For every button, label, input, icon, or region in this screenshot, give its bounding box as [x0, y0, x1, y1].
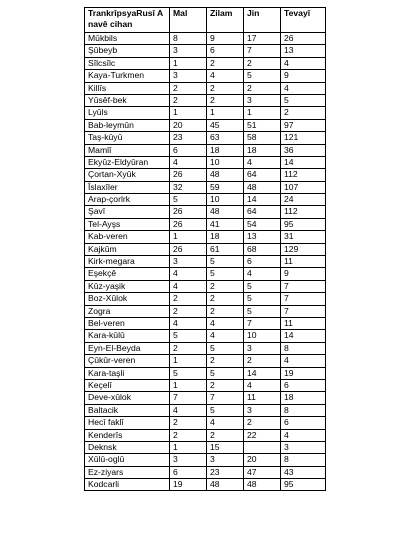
cell-households: 2 — [170, 94, 207, 106]
cell-women: 48 — [244, 181, 281, 193]
cell-total: 14 — [281, 330, 326, 342]
cell-women: 5 — [244, 293, 281, 305]
cell-place-name: Kenderîs — [85, 429, 170, 441]
cell-place-name: Baltacik — [85, 404, 170, 416]
cell-place-name: Arap-çorlrk — [85, 194, 170, 206]
cell-men: 4 — [207, 330, 244, 342]
cell-households: 19 — [170, 479, 207, 491]
cell-place-name: Boz-Xûlok — [85, 293, 170, 305]
cell-total: 8 — [281, 342, 326, 354]
cell-total: 36 — [281, 144, 326, 156]
cell-place-name: Şûbeyb — [85, 45, 170, 57]
cell-total: 6 — [281, 417, 326, 429]
header-women: Jin — [244, 8, 281, 33]
cell-women: 58 — [244, 132, 281, 144]
table-row — [85, 256, 326, 268]
cell-place-name: Kirk-megara — [85, 256, 170, 268]
cell-women: 13 — [244, 231, 281, 243]
cell-women: 48 — [244, 479, 281, 491]
cell-men: 18 — [207, 231, 244, 243]
cell-households: 3 — [170, 70, 207, 82]
table-row — [85, 194, 326, 206]
cell-households: 2 — [170, 82, 207, 94]
cell-women: 3 — [244, 94, 281, 106]
cell-place-name: Lyûls — [85, 107, 170, 119]
table-row — [85, 466, 326, 478]
table-row — [85, 305, 326, 317]
cell-men: 1 — [207, 107, 244, 119]
cell-households: 5 — [170, 367, 207, 379]
cell-men: 45 — [207, 119, 244, 131]
cell-total: 4 — [281, 57, 326, 69]
cell-place-name: Îslaxîler — [85, 181, 170, 193]
cell-total: 19 — [281, 367, 326, 379]
cell-households: 3 — [170, 454, 207, 466]
table-row — [85, 367, 326, 379]
cell-men: 48 — [207, 479, 244, 491]
cell-total: 112 — [281, 169, 326, 181]
table-header-row — [85, 8, 326, 33]
cell-place-name: Killîs — [85, 82, 170, 94]
cell-households: 6 — [170, 466, 207, 478]
settlement-population-table — [84, 7, 326, 491]
cell-men: 18 — [207, 144, 244, 156]
cell-men: 5 — [207, 268, 244, 280]
table-row — [85, 206, 326, 218]
cell-households: 5 — [170, 194, 207, 206]
cell-households: 23 — [170, 132, 207, 144]
cell-men: 41 — [207, 218, 244, 230]
cell-place-name: Kajkûm — [85, 243, 170, 255]
cell-women: 7 — [244, 317, 281, 329]
cell-men: 3 — [207, 454, 244, 466]
header-place-name: TrankrîpsyaRusî A navê cihan — [85, 8, 170, 33]
table-row — [85, 417, 326, 429]
cell-households: 1 — [170, 379, 207, 391]
cell-place-name: Kab-veren — [85, 231, 170, 243]
cell-women: 47 — [244, 466, 281, 478]
table-row — [85, 441, 326, 453]
cell-households: 5 — [170, 330, 207, 342]
cell-total: 107 — [281, 181, 326, 193]
cell-total: 3 — [281, 441, 326, 453]
table-row — [85, 404, 326, 416]
cell-men: 63 — [207, 132, 244, 144]
table-row — [85, 144, 326, 156]
cell-total: 31 — [281, 231, 326, 243]
cell-total: 24 — [281, 194, 326, 206]
cell-place-name: Eşekçê — [85, 268, 170, 280]
cell-place-name: Çortan-Xyûk — [85, 169, 170, 181]
table-row — [85, 355, 326, 367]
cell-households: 26 — [170, 206, 207, 218]
table-row — [85, 94, 326, 106]
cell-total: 14 — [281, 156, 326, 168]
cell-place-name: Kodcarli — [85, 479, 170, 491]
cell-women: 3 — [244, 342, 281, 354]
cell-men: 2 — [207, 94, 244, 106]
cell-households: 1 — [170, 355, 207, 367]
table-row — [85, 169, 326, 181]
cell-households: 4 — [170, 268, 207, 280]
cell-women: 6 — [244, 256, 281, 268]
table-row — [85, 82, 326, 94]
cell-place-name: Bab-leymûn — [85, 119, 170, 131]
cell-men: 4 — [207, 317, 244, 329]
cell-households: 8 — [170, 33, 207, 45]
cell-place-name: Ez-ziyars — [85, 466, 170, 478]
cell-households: 4 — [170, 317, 207, 329]
cell-men: 2 — [207, 429, 244, 441]
cell-men: 5 — [207, 342, 244, 354]
cell-women: 20 — [244, 454, 281, 466]
cell-place-name: Mamlî — [85, 144, 170, 156]
cell-total: 4 — [281, 355, 326, 367]
cell-place-name: Çûkûr-veren — [85, 355, 170, 367]
cell-women: 5 — [244, 70, 281, 82]
cell-men: 59 — [207, 181, 244, 193]
cell-men: 7 — [207, 392, 244, 404]
cell-men: 48 — [207, 169, 244, 181]
cell-place-name: Deknsk — [85, 441, 170, 453]
cell-women: 51 — [244, 119, 281, 131]
cell-men: 23 — [207, 466, 244, 478]
cell-place-name: Deve-xûlok — [85, 392, 170, 404]
table-row — [85, 293, 326, 305]
cell-place-name: Şavî — [85, 206, 170, 218]
cell-households: 3 — [170, 45, 207, 57]
cell-total: 43 — [281, 466, 326, 478]
cell-place-name: Keçelî — [85, 379, 170, 391]
table-row — [85, 243, 326, 255]
cell-total: 7 — [281, 305, 326, 317]
cell-place-name: Mûkbils — [85, 33, 170, 45]
cell-place-name: Kara-kûlû — [85, 330, 170, 342]
cell-men: 2 — [207, 82, 244, 94]
cell-women: 3 — [244, 404, 281, 416]
cell-women: 64 — [244, 206, 281, 218]
table-row — [85, 429, 326, 441]
cell-men: 2 — [207, 57, 244, 69]
cell-women: 2 — [244, 82, 281, 94]
cell-total: 6 — [281, 379, 326, 391]
cell-households: 2 — [170, 342, 207, 354]
cell-women: 54 — [244, 218, 281, 230]
cell-women: 11 — [244, 392, 281, 404]
table-row — [85, 330, 326, 342]
cell-women: 1 — [244, 107, 281, 119]
cell-place-name: Taş-kûyû — [85, 132, 170, 144]
header-households: Mal — [170, 8, 207, 33]
cell-women: 18 — [244, 144, 281, 156]
table-row — [85, 231, 326, 243]
cell-place-name: Ekyûz-Eldyûran — [85, 156, 170, 168]
cell-total: 7 — [281, 280, 326, 292]
cell-women: 4 — [244, 268, 281, 280]
header-total: Tevayî — [281, 8, 326, 33]
cell-households: 20 — [170, 119, 207, 131]
table-row — [85, 156, 326, 168]
cell-women: 22 — [244, 429, 281, 441]
cell-place-name: Kûz-yaşik — [85, 280, 170, 292]
cell-women: 2 — [244, 57, 281, 69]
cell-total: 8 — [281, 404, 326, 416]
cell-households: 3 — [170, 256, 207, 268]
cell-households: 2 — [170, 417, 207, 429]
cell-women: 7 — [244, 45, 281, 57]
cell-total: 18 — [281, 392, 326, 404]
cell-place-name: Xûlû-oglû — [85, 454, 170, 466]
cell-men: 2 — [207, 379, 244, 391]
table-row — [85, 57, 326, 69]
table-row — [85, 454, 326, 466]
cell-men: 4 — [207, 70, 244, 82]
table-row — [85, 33, 326, 45]
cell-total: 7 — [281, 293, 326, 305]
cell-men: 2 — [207, 305, 244, 317]
table-row — [85, 132, 326, 144]
cell-total: 129 — [281, 243, 326, 255]
cell-households: 4 — [170, 280, 207, 292]
cell-place-name: Bel-veren — [85, 317, 170, 329]
cell-total: 9 — [281, 268, 326, 280]
cell-households: 1 — [170, 107, 207, 119]
table-row — [85, 479, 326, 491]
cell-total: 4 — [281, 82, 326, 94]
cell-men: 10 — [207, 156, 244, 168]
cell-place-name: Sîlcsîlc — [85, 57, 170, 69]
cell-place-name: Tel-Ayşs — [85, 218, 170, 230]
cell-men: 48 — [207, 206, 244, 218]
cell-women: 2 — [244, 355, 281, 367]
cell-households: 4 — [170, 404, 207, 416]
cell-households: 26 — [170, 218, 207, 230]
cell-women: 5 — [244, 280, 281, 292]
cell-households: 4 — [170, 156, 207, 168]
cell-households: 6 — [170, 144, 207, 156]
table-row — [85, 218, 326, 230]
cell-women: 14 — [244, 194, 281, 206]
cell-men: 2 — [207, 293, 244, 305]
cell-households: 2 — [170, 305, 207, 317]
cell-men: 2 — [207, 355, 244, 367]
cell-households: 26 — [170, 169, 207, 181]
table-row — [85, 342, 326, 354]
table-row — [85, 107, 326, 119]
cell-men: 10 — [207, 194, 244, 206]
cell-men: 4 — [207, 417, 244, 429]
header-men: Zilam — [207, 8, 244, 33]
cell-women: 4 — [244, 379, 281, 391]
cell-total: 11 — [281, 256, 326, 268]
cell-households: 1 — [170, 441, 207, 453]
cell-women: 14 — [244, 367, 281, 379]
cell-men: 6 — [207, 45, 244, 57]
cell-total: 121 — [281, 132, 326, 144]
cell-total: 112 — [281, 206, 326, 218]
cell-total: 8 — [281, 454, 326, 466]
table-row — [85, 45, 326, 57]
cell-place-name: Zogra — [85, 305, 170, 317]
cell-total: 4 — [281, 429, 326, 441]
table-row — [85, 280, 326, 292]
cell-men: 5 — [207, 256, 244, 268]
table-row — [85, 181, 326, 193]
cell-women: 10 — [244, 330, 281, 342]
cell-women: 5 — [244, 305, 281, 317]
cell-women: 64 — [244, 169, 281, 181]
table-row — [85, 119, 326, 131]
cell-total: 97 — [281, 119, 326, 131]
cell-men: 2 — [207, 280, 244, 292]
cell-place-name: Kara-taşli — [85, 367, 170, 379]
cell-households: 2 — [170, 429, 207, 441]
cell-total: 95 — [281, 218, 326, 230]
cell-women: 17 — [244, 33, 281, 45]
cell-men: 15 — [207, 441, 244, 453]
cell-households: 7 — [170, 392, 207, 404]
cell-total: 26 — [281, 33, 326, 45]
cell-total: 9 — [281, 70, 326, 82]
cell-households: 26 — [170, 243, 207, 255]
table-row — [85, 70, 326, 82]
table-row — [85, 392, 326, 404]
cell-men: 61 — [207, 243, 244, 255]
cell-men: 9 — [207, 33, 244, 45]
cell-total: 11 — [281, 317, 326, 329]
cell-men: 5 — [207, 404, 244, 416]
cell-total: 2 — [281, 107, 326, 119]
cell-total: 5 — [281, 94, 326, 106]
cell-place-name: Yûsêf-bek — [85, 94, 170, 106]
table-row — [85, 268, 326, 280]
cell-women: 68 — [244, 243, 281, 255]
cell-households: 32 — [170, 181, 207, 193]
cell-place-name: Eyn-El-Beyda — [85, 342, 170, 354]
cell-total: 13 — [281, 45, 326, 57]
table-row — [85, 379, 326, 391]
table-row — [85, 317, 326, 329]
table-body — [85, 33, 326, 491]
cell-women — [244, 441, 281, 453]
cell-households: 1 — [170, 231, 207, 243]
cell-women: 2 — [244, 417, 281, 429]
cell-place-name: Kaya-Turkmen — [85, 70, 170, 82]
cell-households: 1 — [170, 57, 207, 69]
cell-place-name: Hecî faklî — [85, 417, 170, 429]
cell-total: 95 — [281, 479, 326, 491]
cell-households: 2 — [170, 293, 207, 305]
cell-men: 5 — [207, 367, 244, 379]
cell-women: 4 — [244, 156, 281, 168]
